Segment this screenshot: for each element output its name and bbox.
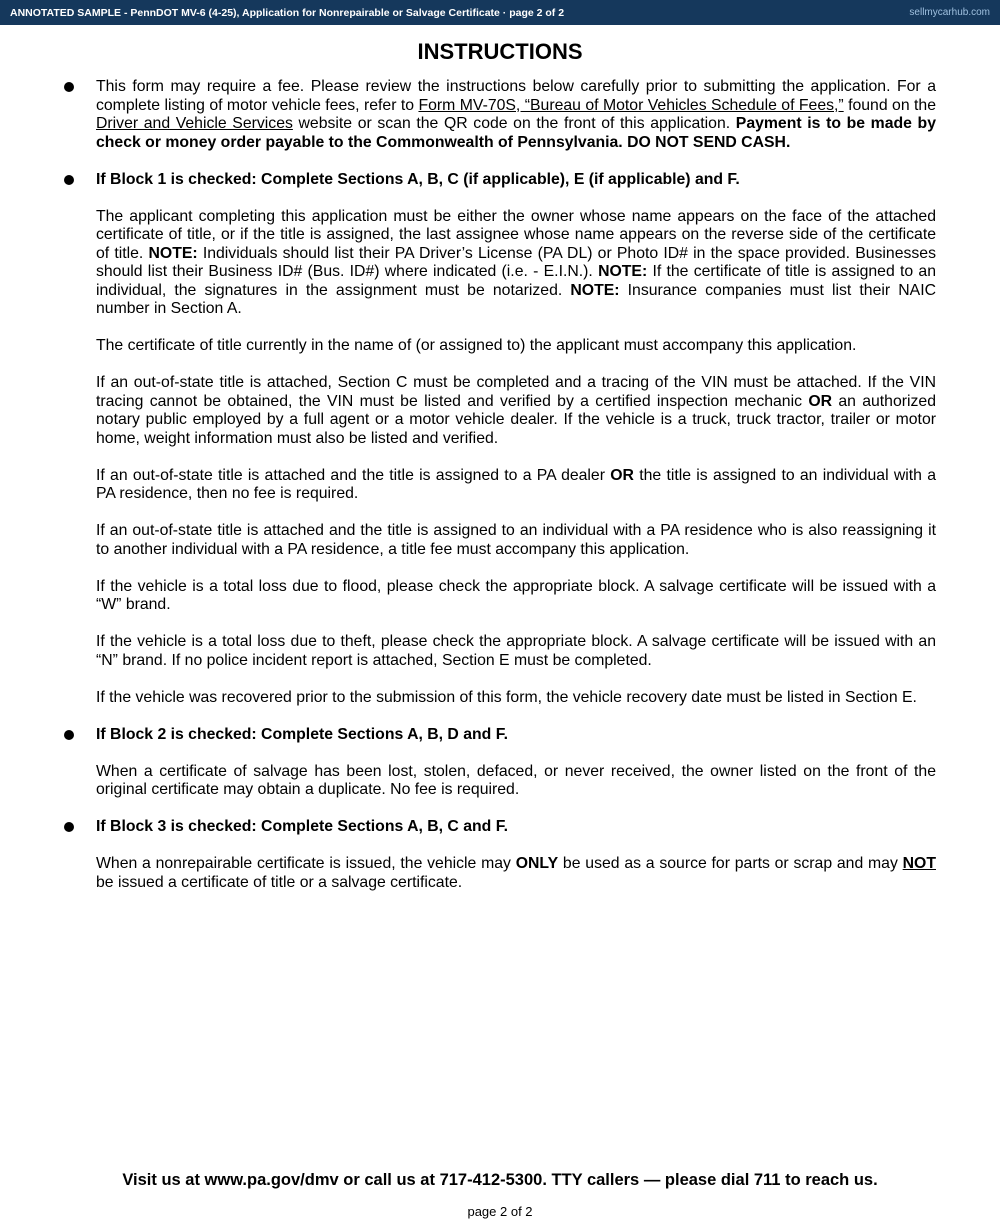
not-emphasis: NOT — [902, 855, 936, 872]
page-number: page 2 of 2 — [467, 1204, 533, 1219]
bullet-dot-icon — [64, 730, 74, 740]
block1-paragraph-7: If the vehicle is a total loss due to theft, please check the appropriate block. A salvage certificate will be issued with an “N” brand. If no police incident report is attached, Section E must be completed. — [96, 633, 936, 669]
top-banner — [0, 0, 1000, 25]
block2-heading-text: If Block 2 is checked: Complete Sections A, B, D and F. — [96, 725, 508, 743]
text: The applicant completing this application must be either the owner whose name appears on the face of the attached certificate of title, or if the title is assigned, the last assignee whose name appears on the reverse side of the certificate of title. — [96, 207, 936, 262]
site-link[interactable]: sellmycarhub.com — [909, 7, 990, 18]
or-emphasis: OR — [610, 466, 634, 484]
block1-paragraph-4 — [96, 467, 936, 504]
text: If an out-of-state title is attached and the title is assigned to a PA dealer — [96, 466, 611, 484]
block1-paragraph-6: If the vehicle is a total loss due to flood, please check the appropriate block. A salvage certificate will be issued with a “W” brand. — [96, 577, 936, 613]
note-label: NOTE: — [598, 263, 648, 280]
bullet-dot-icon — [64, 822, 74, 832]
block2-heading — [96, 726, 936, 745]
fee-text-1: This form may require a fee. Please review the instructions below carefully prior to submitting the application. For a complete listing of motor vehicle fees, refer to — [96, 78, 936, 114]
fee-text-2: found on the — [843, 96, 936, 114]
banner-title: ANNOTATED SAMPLE - PennDOT MV-6 (4-25), Application for Nonrepairable or Salvage Certificate · page 2 of 2 — [10, 6, 565, 19]
text: be used as a source for parts or scrap and may — [558, 855, 903, 872]
text: If an out-of-state title is attached, Section C must be completed and a tracing of the VIN must be attached. If the VIN tracing cannot be obtained, the VIN must be listed and verified by a certified inspection mechanic — [96, 374, 936, 410]
text: Individuals should list their PA Driver’s License (PA DL) or Photo ID# in the space provided. Businesses should list their Business ID# (Bus. ID#) where indicated (i.e. - E.I.N.). — [96, 244, 936, 280]
dvs-website-link[interactable]: Driver and Vehicle Services — [96, 115, 293, 132]
text: be issued a certificate of title or a salvage certificate. — [96, 873, 463, 891]
payment-notice: Payment is to be made by check or money order payable to the Commonwealth of Pennsylvania. DO NOT SEND CASH. — [96, 115, 936, 151]
text: an authorized notary public employed by a full agent or a motor vehicle dealer. If the vehicle is a truck, truck tractor, trailer or motor home, weight information must also be listed and verified. — [96, 392, 936, 447]
note-label: NOTE: — [148, 244, 198, 262]
block1-heading — [96, 171, 936, 190]
fee-schedule-link[interactable]: Form MV-70S, “Bureau of Motor Vehicles Schedule of Fees,” — [418, 96, 844, 114]
or-emphasis: OR — [808, 392, 833, 410]
bullet-dot-icon — [64, 175, 74, 185]
block1-paragraph-8: If the vehicle was recovered prior to the submission of this form, the vehicle recovery date must be listed in Section E. — [96, 688, 917, 706]
block3-paragraph-1 — [96, 855, 936, 892]
note-label: NOTE: — [570, 281, 620, 299]
block1-heading-text: If Block 1 is checked: Complete Sections A, B, C (if applicable), E (if applicable) and F. — [96, 170, 740, 188]
page-title: INSTRUCTIONS — [417, 39, 583, 64]
fee-text-3: website or scan the QR code on the front of this application. — [292, 115, 736, 132]
contact-footer: Visit us at www.pa.gov/dmv or call us at 717-412-5300. TTY callers — please dial 711 to reach us. — [122, 1171, 878, 1189]
only-emphasis: ONLY — [515, 855, 559, 872]
block1-paragraph-3 — [96, 374, 936, 448]
fee-paragraph — [96, 78, 936, 152]
block1-paragraph-5: If an out-of-state title is attached and the title is assigned to an individual with a PA residence who is also reassigning it to another individual with a PA residence, a title fee must accompany this application. — [96, 522, 936, 558]
text: Insurance companies must list their NAIC number in Section A. — [96, 281, 937, 317]
text: When a nonrepairable certificate is issued, the vehicle may — [96, 855, 516, 872]
bullet-dot-icon — [64, 82, 74, 92]
block3-heading-text: If Block 3 is checked: Complete Sections A, B, C and F. — [96, 818, 508, 835]
block3-heading — [96, 818, 936, 837]
instructions-body — [96, 78, 936, 911]
block1-paragraph-1 — [96, 208, 936, 319]
text: If the certificate of title is assigned to an individual, the signatures in the assignment must be notarized. — [96, 263, 937, 299]
block1-paragraph-2: The certificate of title currently in the name of (or assigned to) the applicant must accompany this application. — [96, 337, 857, 354]
block2-paragraph-1: When a certificate of salvage has been lost, stolen, defaced, or never received, the owner listed on the front of the original certificate may obtain a duplicate. No fee is required. — [96, 762, 936, 798]
text: the title is assigned to an individual with a PA residence, then no fee is required. — [96, 466, 936, 502]
